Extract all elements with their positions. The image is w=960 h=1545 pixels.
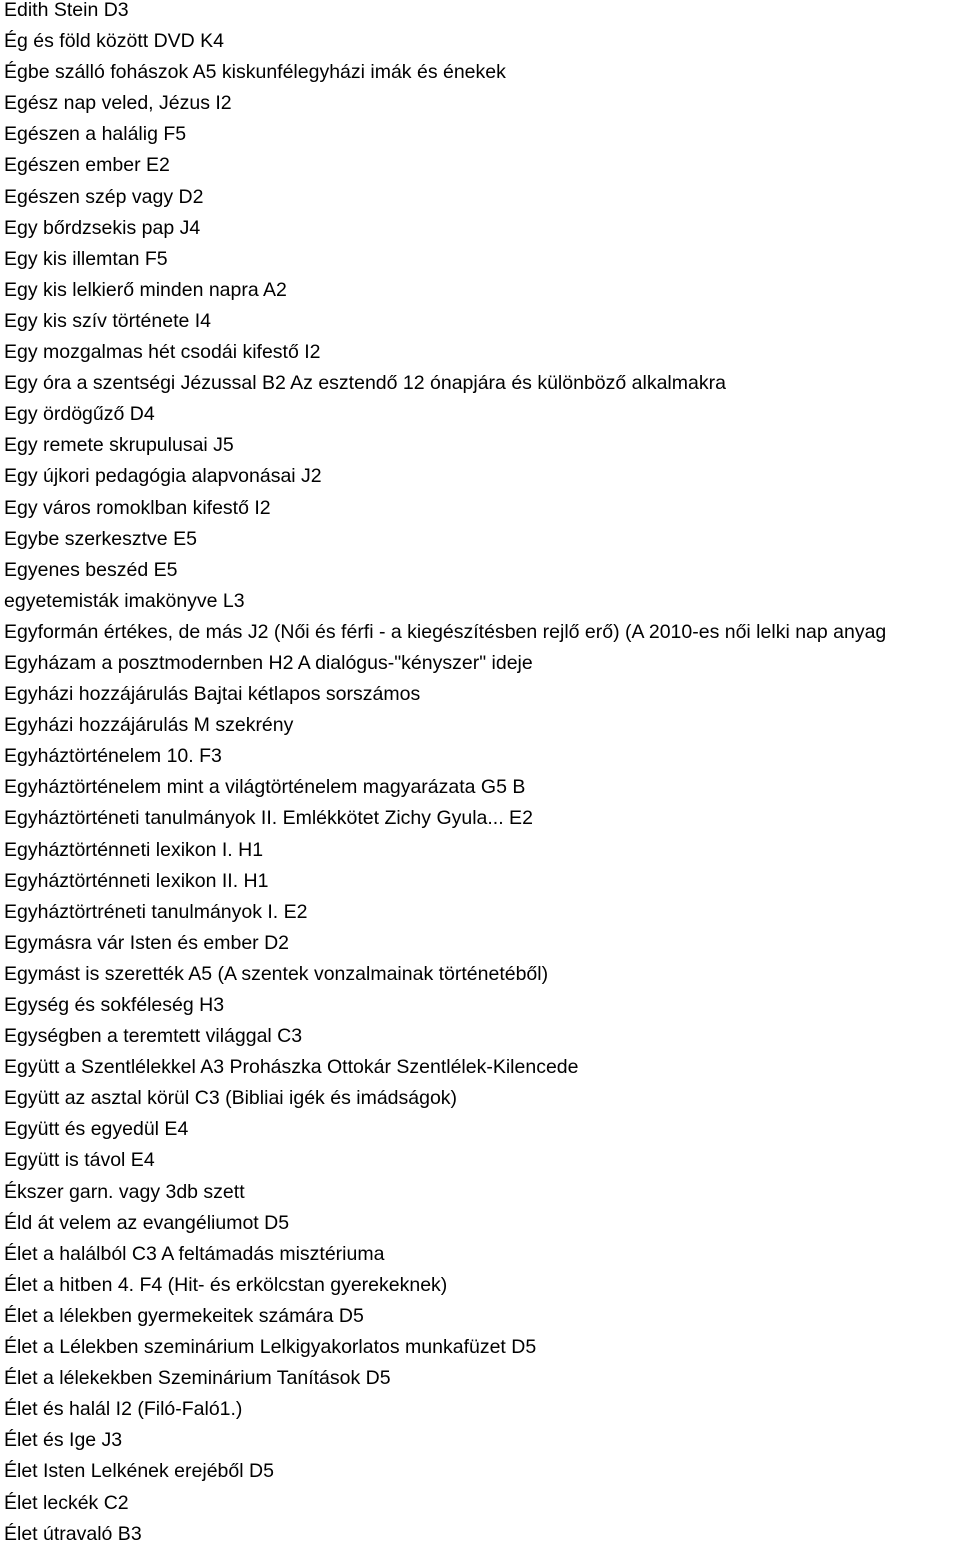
list-item: Égbe szálló fohászok A5 kiskunfélegyházi imák és énekek: [4, 61, 506, 84]
list-item: Egész nap veled, Jézus I2: [4, 92, 232, 115]
list-item: Egészen a halálig F5: [4, 123, 187, 146]
list-item: Együtt és egyedül E4: [4, 1118, 189, 1141]
list-item: Egyenes beszéd E5: [4, 558, 178, 581]
list-item: Együtt is távol E4: [4, 1149, 155, 1172]
list-item: Egyházam a posztmodernben H2 A dialógus-"kényszer" ideje: [4, 651, 533, 674]
list-item: Élet és halál I2 (Filó-Faló1.): [4, 1398, 243, 1421]
list-item: Egység és sokféleség H3: [4, 994, 225, 1016]
list-item: Élet a lélekekben Szeminárium Tanítások D5: [4, 1367, 391, 1390]
list-item: egyetemisták imakönyve L3: [4, 589, 245, 612]
list-item: Egyháztörtréneti tanulmányok I. E2: [4, 900, 308, 923]
list-item: Együtt az asztal körül C3 (Bibliai igék és imádságok): [4, 1087, 458, 1110]
list-item: Élet a Lélekben szeminárium Lelkigyakorlatos munkafüzet D5: [4, 1336, 537, 1359]
list-item: Egységben a teremtett világgal C3: [4, 1025, 303, 1048]
list-item: Egy város romoklban kifestő I2: [4, 496, 271, 519]
list-item: Egyháztörténelem mint a világtörténelem magyarázata G5 B: [4, 776, 526, 799]
list-item: Egy mozgalmas hét csodái kifestő I2: [4, 341, 321, 364]
list-item: Éld át velem az evangéliumot D5: [4, 1211, 290, 1234]
list-item: Egy óra a szentségi Jézussal B2 Az esztendő 12 ónapjára és különböző alkalmakra: [4, 372, 726, 395]
list-item: Egészen szép vagy D2: [4, 185, 204, 208]
list-item: Ég és föld között DVD K4: [4, 30, 225, 53]
list-item: Ékszer garn. vagy 3db szett: [4, 1180, 245, 1203]
list-item: Egyházi hozzájárulás Bajtai kétlapos sorszámos: [4, 683, 421, 706]
list-item: Egymásra vár Isten és ember D2: [4, 931, 290, 954]
list-item: Edith Stein D3: [4, 0, 129, 21]
list-item: Egyháztörténneti lexikon I. H1: [4, 838, 264, 861]
list-item: Élet és Ige J3: [4, 1429, 123, 1452]
list-item: Egyformán értékes, de más J2 (Női és férfi - a kiegészítésben rejlő erő) (A 2010-es női lelki nap anyag: [4, 620, 887, 643]
list-item: Egy bőrdzsekis pap J4: [4, 216, 201, 239]
list-item: Együtt a Szentlélekkel A3 Prohászka Ottokár Szentlélek-Kilencede: [4, 1056, 579, 1079]
list-item: Élet útravaló B3: [4, 1522, 142, 1545]
title-list: [4, 0, 960, 1545]
list-item: Élet Isten Lelkének erejéből D5: [4, 1460, 274, 1483]
list-item: Egy remete skrupulusai J5: [4, 434, 234, 457]
list-item: Egyháztörténneti lexikon II. H1: [4, 869, 269, 892]
list-item: Élet a hitben 4. F4 (Hit- és erkölcstan gyerekeknek): [4, 1273, 448, 1296]
list-item: Egyháztörténeti tanulmányok II. Emlékkötet Zichy Gyula... E2: [4, 807, 533, 830]
list-item: Élet leckék C2: [4, 1491, 129, 1514]
list-item: Élet a lélekben gyermekeitek számára D5: [4, 1304, 364, 1327]
list-item: Egybe szerkesztve E5: [4, 527, 197, 550]
list-item: Egyháztörténelem 10. F3: [4, 745, 222, 768]
list-item: Egy újkori pedagógia alapvonásai J2: [4, 465, 322, 488]
list-item: Egy ördögűző D4: [4, 403, 155, 426]
list-item: Egészen ember E2: [4, 154, 170, 177]
list-item: Egy kis szív története I4: [4, 309, 212, 332]
list-item: Egy kis lelkierő minden napra A2: [4, 278, 287, 301]
list-item: Egyházi hozzájárulás M szekrény: [4, 714, 294, 737]
list-item: Egy kis illemtan F5: [4, 247, 168, 270]
list-item: Élet a halálból C3 A feltámadás misztériuma: [4, 1242, 385, 1265]
list-item: Egymást is szerették A5 (A szentek vonzalmainak történetéből): [4, 962, 549, 985]
